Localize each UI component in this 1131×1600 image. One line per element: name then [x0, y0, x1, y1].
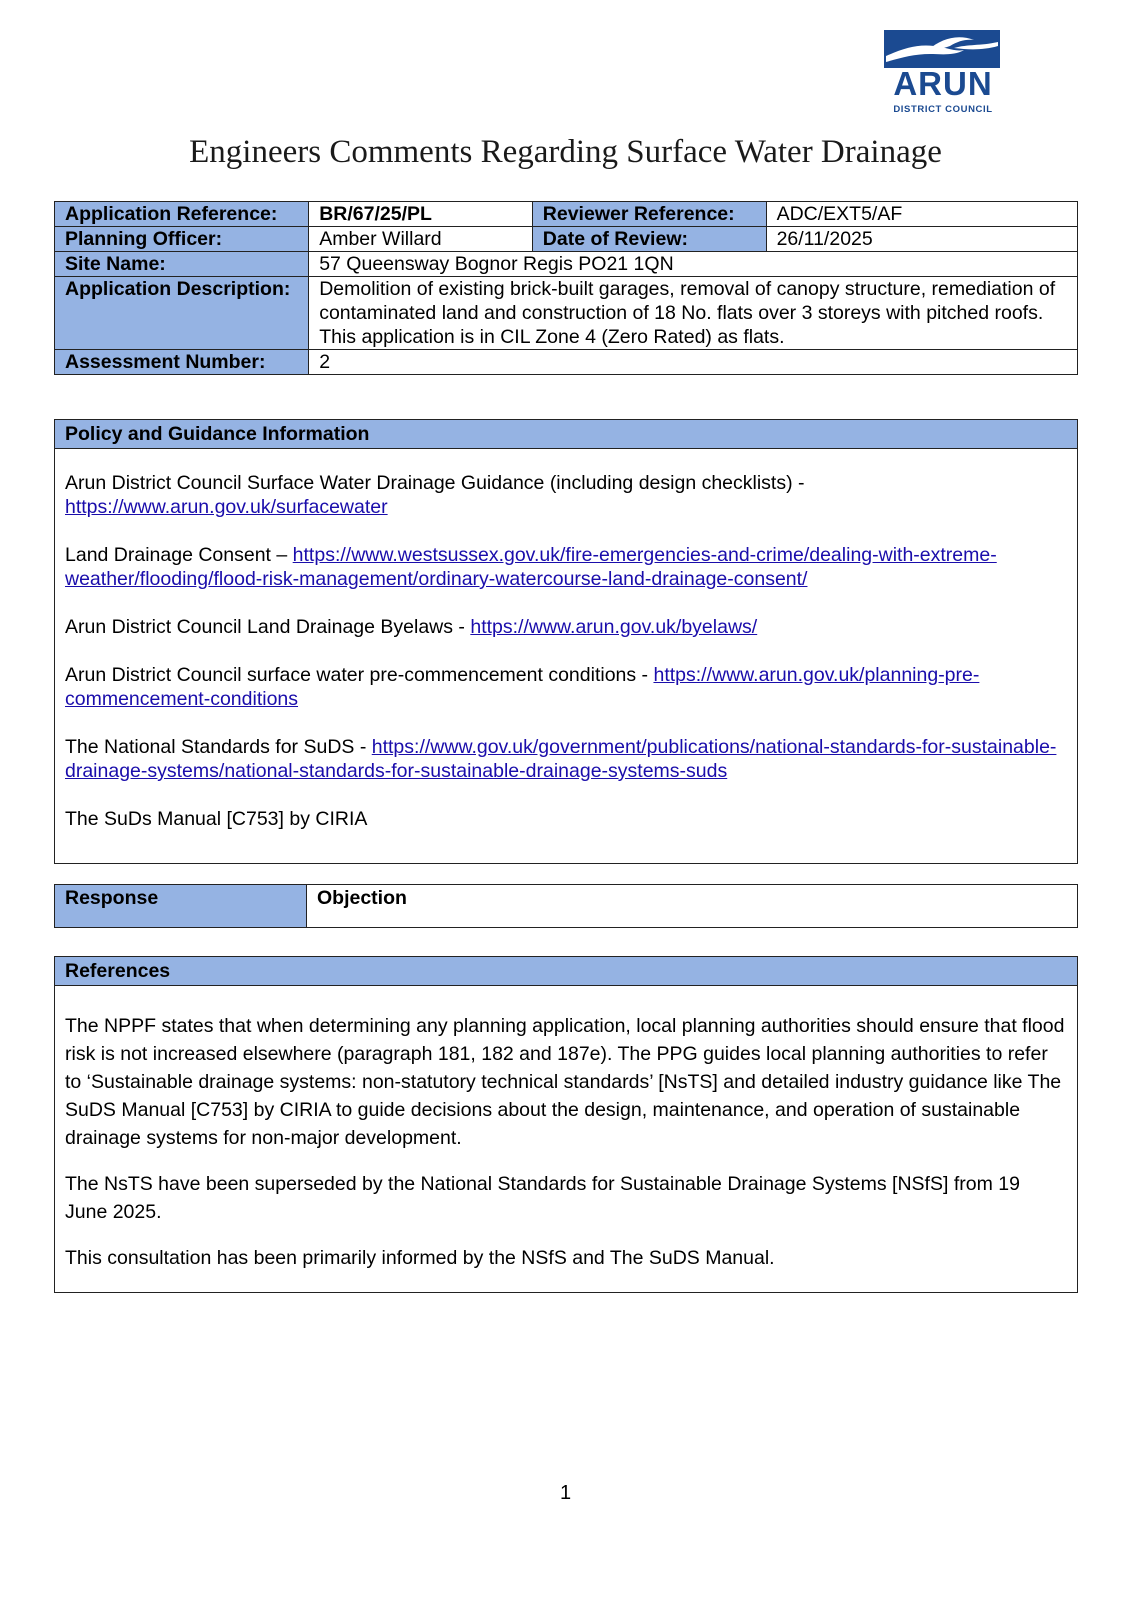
- policy-item-text: Land Drainage Consent –: [65, 544, 293, 566]
- review-date-label: Date of Review:: [532, 227, 766, 252]
- site-label: Site Name:: [55, 252, 309, 277]
- app-ref-value: BR/67/25/PL: [309, 202, 533, 227]
- arun-logo: [884, 30, 1002, 120]
- policy-item-text: Arun District Council Surface Water Drainage Guidance (including design checklists) -: [65, 472, 805, 494]
- references-header: References: [55, 957, 1077, 986]
- table-row: [55, 227, 1078, 252]
- waves-icon: [884, 30, 1000, 68]
- policy-item-link[interactable]: https://www.arun.gov.uk/byelaws/: [470, 616, 758, 638]
- reviewer-ref-value: ADC/EXT5/AF: [766, 202, 1077, 227]
- references-paragraph: The NPPF states that when determining any planning application, local planning authorities should ensure that flood risk is not increased elsewhere (paragraph 181, 182 and 187e). The PPG guides local planning authorities to refer to ‘Sustainable drainage systems: non-statutory technical standards’ [NsTS] and detailed industry guidance like The SuDS Manual [C753] by CIRIA to guide decisions about the design, maintenance, and operation of sustainable drainage systems for non-major development.: [65, 1015, 1065, 1149]
- policy-item-text: The National Standards for SuDS -: [65, 736, 372, 758]
- policy-item-link[interactable]: https://www.arun.gov.uk/planning-pre-commencement-conditions: [65, 664, 980, 710]
- references-body: [55, 986, 1077, 1272]
- policy-item: [65, 543, 1067, 591]
- table-row: [55, 277, 1078, 350]
- table-row: [55, 350, 1078, 375]
- references-paragraph: This consultation has been primarily informed by the NSfS and The SuDS Manual.: [65, 1247, 775, 1269]
- page-number: 1: [559, 1482, 572, 1504]
- policy-item: [65, 735, 1067, 783]
- policy-item: [65, 807, 1067, 831]
- reviewer-ref-label: Reviewer Reference:: [532, 202, 766, 227]
- policy-list: [55, 449, 1077, 831]
- references-section: [54, 956, 1078, 1293]
- response-value: Objection: [317, 887, 407, 909]
- policy-item: [65, 663, 1067, 711]
- assessment-value: 2: [309, 350, 1078, 375]
- policy-guidance-section: [54, 419, 1078, 864]
- policy-item: [65, 615, 1067, 639]
- review-date-value: 26/11/2025: [766, 227, 1077, 252]
- policy-item-link[interactable]: https://www.westsussex.gov.uk/fire-emergencies-and-crime/dealing-with-extreme-weather/flooding/flood-risk-management/ordinary-watercourse-land-drainage-consent/: [65, 544, 997, 590]
- policy-item-text: Arun District Council surface water pre-commencement conditions -: [65, 664, 654, 686]
- app-ref-label: Application Reference:: [55, 202, 309, 227]
- references-paragraph: The NsTS have been superseded by the National Standards for Sustainable Drainage Systems [NSfS] from 19 June 2025.: [65, 1173, 1020, 1223]
- description-value: Demolition of existing brick-built garages, removal of canopy structure, remediation of contaminated land and construction of 18 No. flats over 3 storeys with pitched roofs. This application is in CIL Zone 4 (Zero Rated) as flats.: [309, 277, 1078, 350]
- officer-label: Planning Officer:: [55, 227, 309, 252]
- response-label: Response: [55, 885, 307, 927]
- table-row: [55, 252, 1078, 277]
- application-info-table: [54, 201, 1078, 375]
- logo-wordmark: ARUN: [893, 65, 993, 102]
- policy-item-link[interactable]: https://www.gov.uk/government/publications/national-standards-for-sustainable-drainage-systems/national-standards-for-sustainable-drainage-systems-suds: [65, 736, 1057, 782]
- assessment-label: Assessment Number:: [55, 350, 309, 375]
- policy-item-text: Arun District Council Land Drainage Byelaws -: [65, 616, 471, 638]
- policy-item: [65, 471, 1067, 519]
- policy-item-link[interactable]: https://www.arun.gov.uk/surfacewater: [65, 496, 388, 518]
- description-label: Application Description:: [55, 277, 309, 350]
- response-section: [54, 884, 1078, 928]
- site-value: 57 Queensway Bognor Regis PO21 1QN: [309, 252, 1078, 277]
- policy-item-text: The SuDs Manual [C753] by CIRIA: [65, 808, 368, 830]
- table-row: [55, 202, 1078, 227]
- policy-header: Policy and Guidance Information: [55, 420, 1077, 449]
- officer-value: Amber Willard: [309, 227, 533, 252]
- logo-subtitle: DISTRICT COUNCIL: [893, 104, 993, 115]
- page-title: Engineers Comments Regarding Surface Water Drainage: [189, 134, 942, 170]
